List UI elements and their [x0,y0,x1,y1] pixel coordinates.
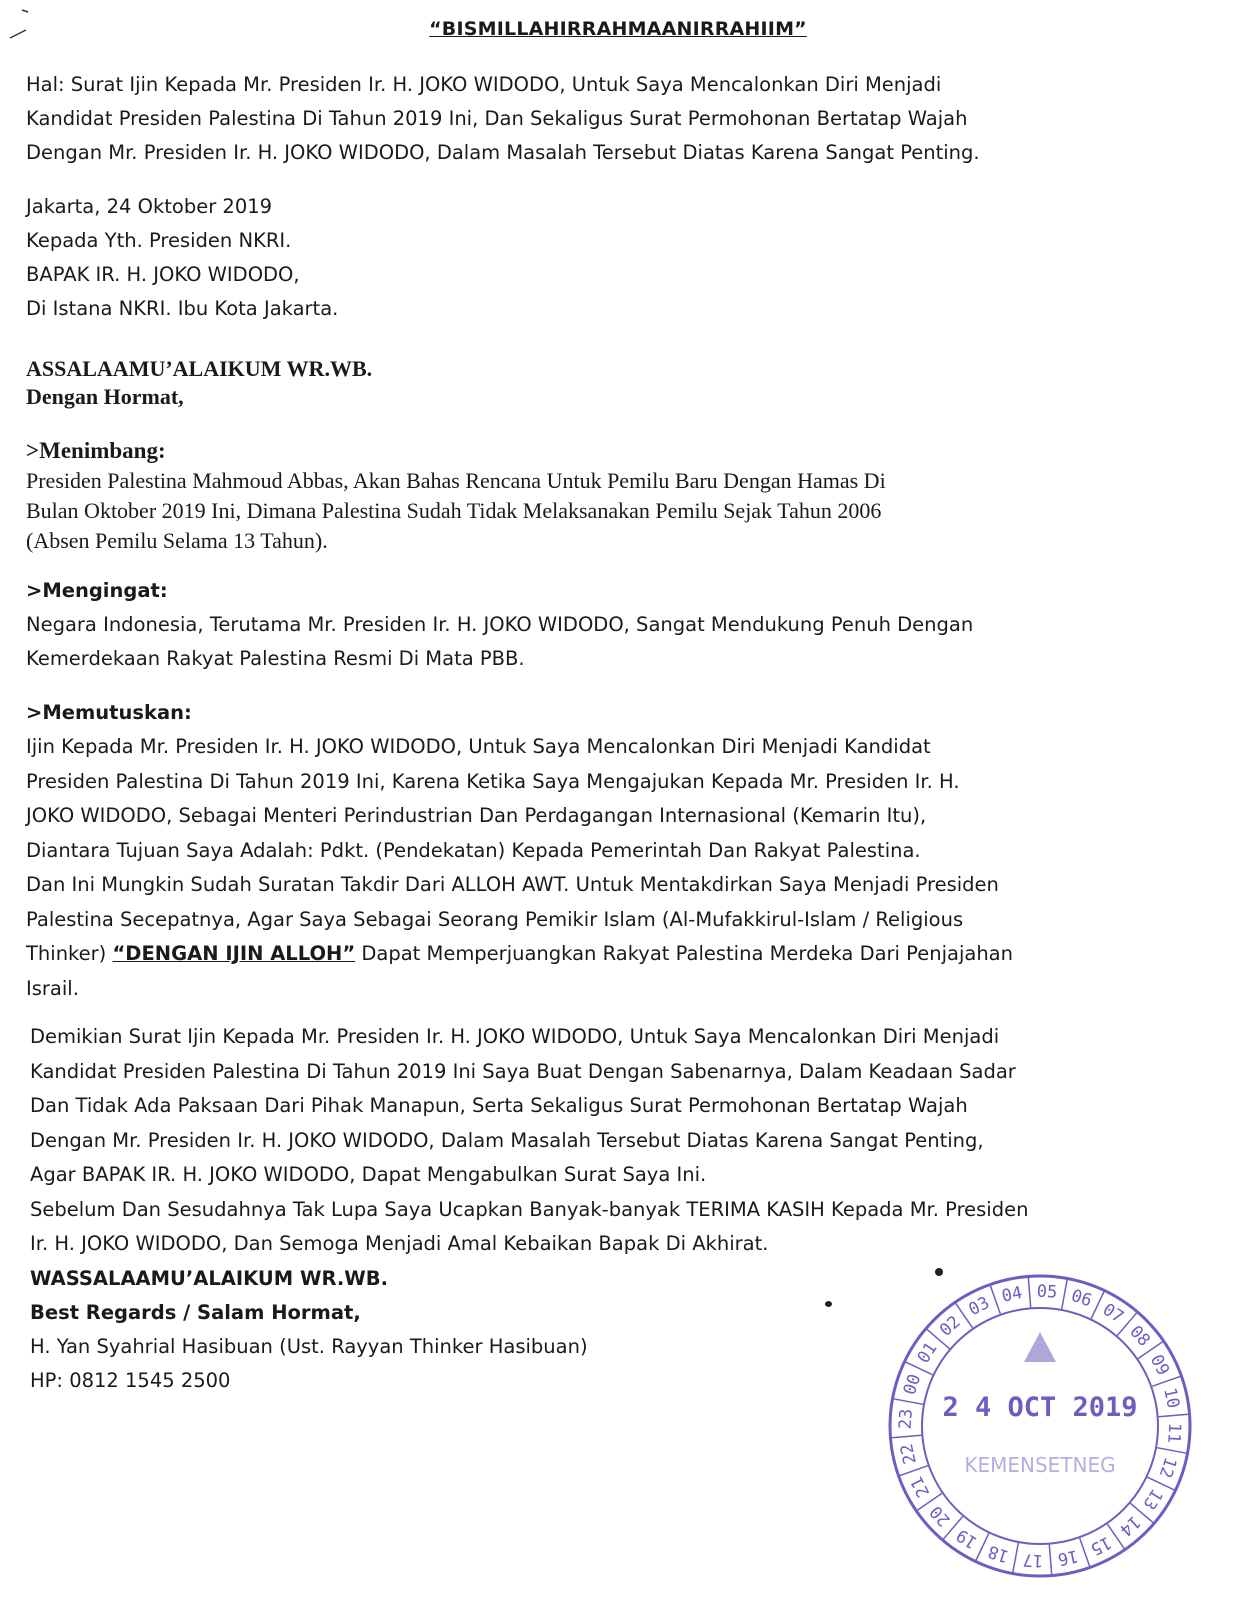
stamp-ring-tick [1028,1278,1030,1308]
stamp-ring-number: 16 [1055,1545,1080,1570]
stamp-ring-tick [1013,1543,1019,1573]
stamp-ring-number: 19 [952,1524,982,1553]
stamp-ring-number: 17 [1022,1549,1044,1571]
receipt-stamp [884,1270,1196,1582]
stamp-ring-number: 11 [1163,1422,1185,1444]
menimbang-heading: >Menimbang: [26,438,166,463]
memutuskan-line: Israil. [26,976,79,1000]
memutuskan-line: Ijin Kepada Mr. Presiden Ir. H. JOKO WIDODO, Untuk Saya Mencalonkan Diri Menjadi Kandidat [26,735,931,758]
stamp-ring-number: 00 [899,1371,926,1398]
stamp-ring-number: 14 [1115,1511,1145,1540]
stamp-ring-number: 02 [935,1312,965,1341]
stamp-ring-number: 05 [1036,1281,1058,1303]
address-line: Jakarta, 24 Oktober 2019 [26,195,273,218]
closing-line: Ir. H. JOKO WIDODO, Dan Semoga Menjadi Amal Kebaikan Bapak Di Akhirat. [30,1232,769,1255]
stamp-ring-tick [892,1435,922,1437]
stamp-ring-number: 07 [1098,1299,1128,1328]
signer-name: H. Yan Syahrial Hasibuan (Ust. Rayyan Thinker Hasibuan) [30,1334,588,1358]
closing-line: Dan Tidak Ada Paksaan Dari Pihak Manapun, Serta Sekaligus Surat Permohonan Bertatap Wajah [30,1094,968,1117]
memutuskan-line-7 [26,937,1216,972]
address-line: Di Istana NKRI. Ibu Kota Jakarta. [26,297,339,320]
closing-line: Demikian Surat Ijin Kepada Mr. Presiden Ir. H. JOKO WIDODO, Untuk Saya Mencalonkan Diri Menjadi [30,1025,1000,1048]
stamp-office: KEMENSETNEG [964,1453,1116,1477]
stamp-ring-number: 08 [1125,1321,1154,1351]
memutuskan-section [26,696,1216,1006]
menimbang-section [26,436,1216,556]
memutuskan-heading: >Memutuskan: [26,701,192,724]
line7-post: Dapat Memperjuangkan Rakyat Palestina Merdeka Dari Penjajahan [355,942,1013,965]
stamp-ring-number: 15 [1087,1531,1115,1559]
subject-block [26,68,1216,170]
dengan-ijin-alloh: “DENGAN IJIN ALLOH” [112,942,356,965]
phone-number: HP: 0812 1545 2500 [30,1369,231,1392]
stamp-ring-tick [894,1399,924,1405]
memutuskan-line: JOKO WIDODO, Sebagai Menteri Perindustrian Dan Perdagangan Internasional (Kemarin Itu), [26,804,927,827]
menimbang-line: (Absen Pemilu Selama 13 Tahun). [26,528,328,553]
closing-line: Kandidat Presiden Palestina Di Tahun 2019 Ini Saya Buat Dengan Sabenarnya, Dalam Keadaan Sadar [30,1059,1016,1083]
subject-line: Hal: Surat Ijin Kepada Mr. Presiden Ir. H. JOKO WIDODO, Untuk Saya Mencalonkan Diri Menjadi [26,73,942,96]
address-block [26,190,1216,326]
stamp-ring-number: 12 [1154,1454,1181,1481]
stamp-ring-tick [1049,1545,1051,1575]
stamp-emblem-icon [1024,1332,1056,1362]
menimbang-line: Bulan Oktober 2019 Ini, Dimana Palestina Sudah Tidak Melaksanakan Pemilu Sejak Tahun 2006 [26,498,882,523]
greeting-block [26,355,1216,411]
address-line: BAPAK IR. H. JOKO WIDODO, [26,263,300,286]
stamp-ring-number: 10 [1159,1386,1184,1411]
mengingat-section [26,574,1216,676]
stamp-ring-tick [1062,1280,1068,1310]
subject-line: Kandidat Presiden Palestina Di Tahun 2019 Ini, Dan Sekaligus Surat Permohonan Bertatap Wajah [26,107,968,130]
menimbang-line: Presiden Palestina Mahmoud Abbas, Akan Bahas Rencana Untuk Pemilu Baru Dengan Hamas Di [26,468,886,493]
mengingat-line: Kemerdekaan Rakyat Palestina Resmi Di Mata PBB. [26,647,525,670]
stamp-ring-tick [1159,1414,1189,1416]
stamp-ring-number: 23 [895,1408,917,1430]
corner-mark-icon [4,4,34,48]
stamp-ring-number: 22 [896,1441,921,1466]
line7-pre: Thinker) [26,942,113,965]
closing-line: Sebelum Dan Sesudahnya Tak Lupa Saya Ucapkan Banyak-banyak TERIMA KASIH Kepada Mr. Presiden [30,1197,1029,1221]
mengingat-heading: >Mengingat: [26,579,168,602]
stamp-date: 2 4 OCT 2019 [942,1392,1138,1423]
stamp-ring-number: 03 [965,1293,993,1321]
closing-line: Dengan Mr. Presiden Ir. H. JOKO WIDODO, Dalam Masalah Tersebut Diatas Karena Sangat Penting, [30,1128,984,1152]
stamp-ring-number: 13 [1138,1484,1167,1514]
memutuskan-line: Presiden Palestina Di Tahun 2019 Ini, Karena Ketika Saya Mengajukan Kepada Mr. Presiden Ir. H. [26,769,960,793]
stamp-ring-number: 21 [907,1473,935,1501]
subject-line: Dengan Mr. Presiden Ir. H. JOKO WIDODO, Dalam Masalah Tersebut Diatas Karena Sangat Penting. [26,141,980,164]
stamp-ring-number: 06 [1068,1285,1095,1312]
stamp-ring-number: 04 [1000,1282,1025,1307]
greeting: ASSALAAMU’ALAIKUM WR.WB. [26,356,373,381]
salutation: Dengan Hormat, [26,384,184,409]
stamp-ring-number: 20 [926,1501,955,1531]
memutuskan-line: Diantara Tujuan Saya Adalah: Pdkt. (Pendekatan) Kepada Pemerintah Dan Rakyat Palestina. [26,838,921,862]
stamp-ring-number: 09 [1145,1351,1173,1379]
letter-title: “BISMILLAHIRRAHMAANIRRAHIIM” [429,18,807,40]
memutuskan-line: Palestina Secepatnya, Agar Saya Sebagai Seorang Pemikir Islam (Al-Mufakkirul-Islam / Religious [26,907,964,931]
mengingat-line: Negara Indonesia, Terutama Mr. Presiden Ir. H. JOKO WIDODO, Sangat Mendukung Penuh Dengan [26,613,974,636]
stamp-ring-number: 18 [985,1540,1012,1567]
address-line: Kepada Yth. Presiden NKRI. [26,229,292,252]
regards: Best Regards / Salam Hormat, [30,1300,361,1324]
stamp-ring-tick [1157,1448,1187,1454]
farewell: WASSALAAMU’ALAIKUM WR.WB. [30,1266,389,1290]
stamp-ring-number: 01 [913,1338,942,1368]
closing-line: Agar BAPAK IR. H. JOKO WIDODO, Dapat Mengabulkan Surat Saya Ini. [30,1163,707,1186]
memutuskan-line: Dan Ini Mungkin Sudah Suratan Takdir Dari ALLOH AWT. Untuk Mentakdirkan Saya Menjadi Presiden [26,873,999,896]
ink-speck [825,1301,832,1307]
